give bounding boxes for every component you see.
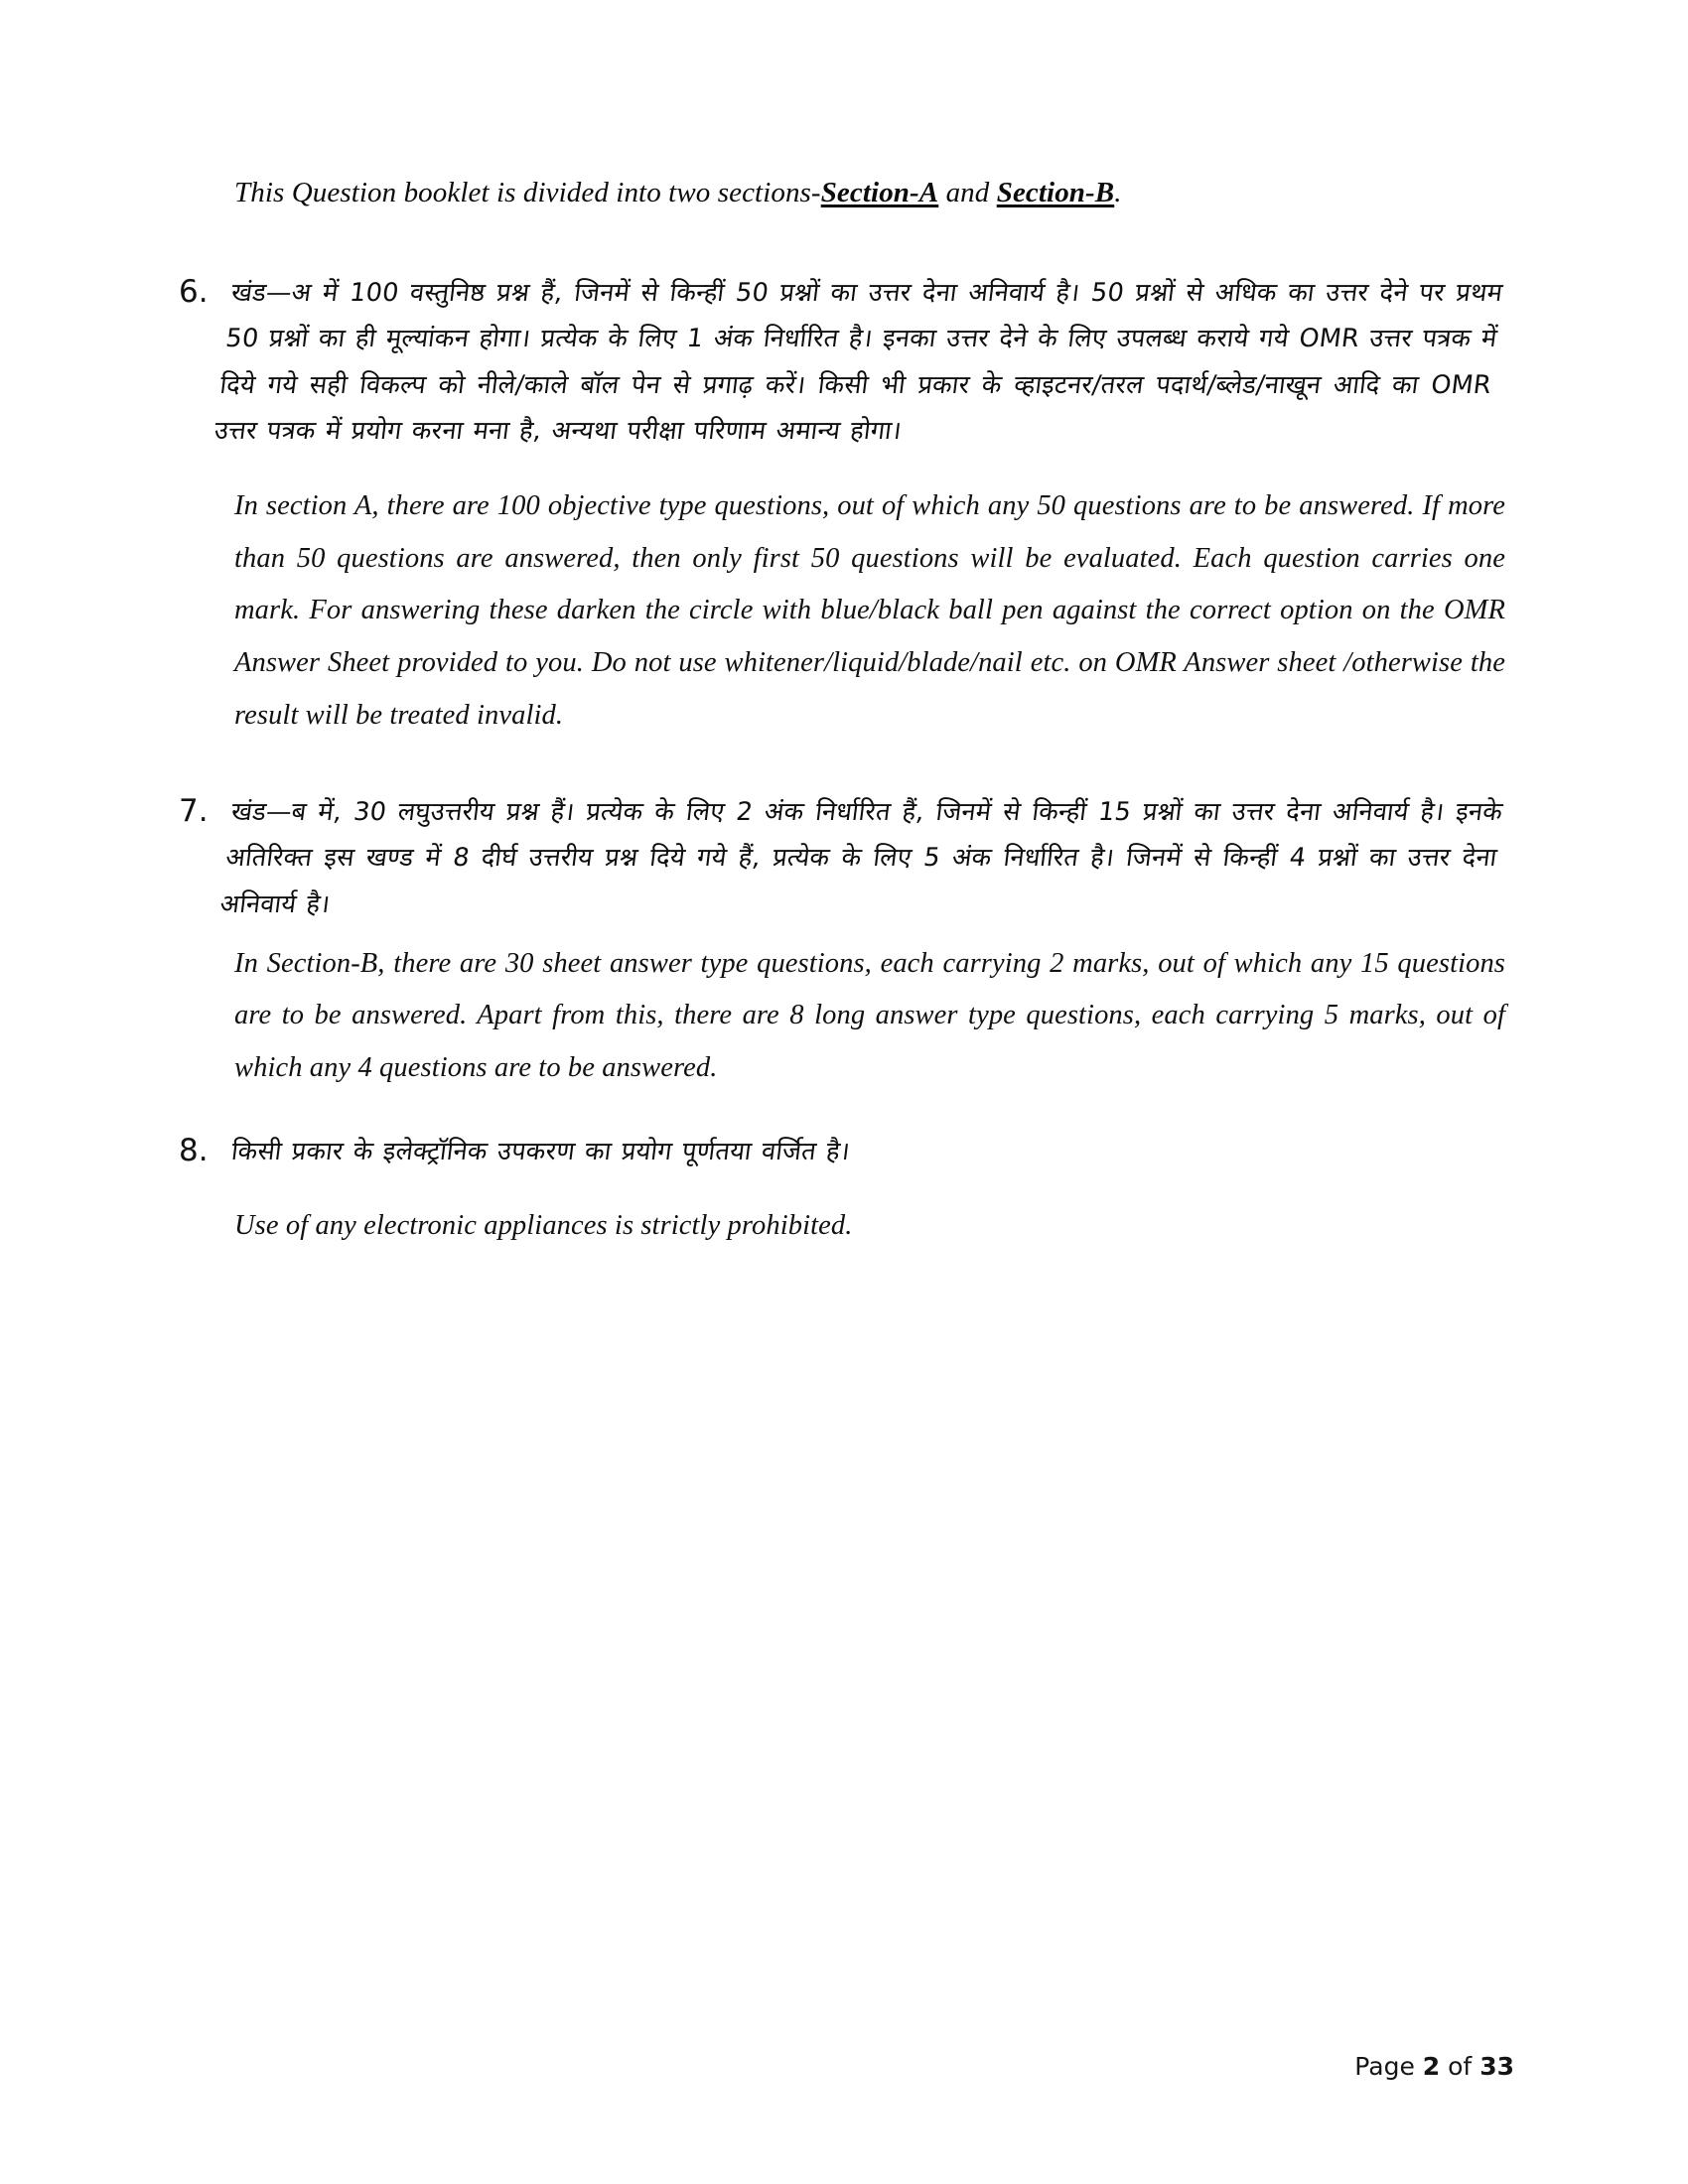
item-7-english-text: In Section-B, there are 30 sheet answer type questions, each carrying 2 marks, out of which any 15 questions are to be answered. Apart from this, there are 8 long answer type questions, each carrying 5 marks, out of which any 4 questions are to be answered. [234, 947, 1505, 1084]
footer-page-total: 33 [1479, 2052, 1514, 2081]
instruction-item-6 [179, 270, 1505, 742]
page-footer [1354, 2052, 1514, 2081]
section-b-label: Section-B [996, 177, 1115, 208]
item-body-8 [229, 1129, 1505, 1253]
intro-before: This Question booklet is divided into two sections- [234, 177, 821, 208]
item-number-7: 7. [179, 793, 209, 830]
item-7-hindi-text: खंड—ब में, 30 लघुउत्तरीय प्रश्न हैं। प्रत्येक के लिए 2 अंक निर्धारित हैं, जिनमें से किन्हीं 15 प्रश्नों का उत्तर देना अनिवार्य है। इनके अतिरिक्त इस खण्ड में 8 दीर्घ उत्तरीय प्रश्न दिये गये हैं, प्रत्येक के लिए 5 अंक निर्धारित है। जिनमें से किन्हीं 4 प्रश्नों का उत्तर देना अनिवार्य है। [217, 797, 1505, 920]
footer-page-word: Page [1354, 2052, 1415, 2081]
item-number-8: 8. [179, 1132, 209, 1168]
intro-line [234, 175, 1505, 210]
section-a-label: Section-A [820, 177, 939, 208]
intro-between: and [938, 177, 997, 208]
spacer [234, 775, 1505, 789]
item-number-6: 6. [179, 274, 209, 311]
item-8-english-text: Use of any electronic appliances is strictly prohibited. [234, 1210, 853, 1242]
instruction-item-7 [179, 789, 1505, 1094]
page-content [179, 175, 1505, 1287]
item-body-6 [212, 270, 1505, 742]
item-body-7 [217, 789, 1505, 1094]
item-8-hindi-text: किसी प्रकार के इलेक्ट्रॉनिक उपकरण का प्रयोग पूर्णतया वर्जित है। [229, 1136, 852, 1166]
item-6-hindi-text: खंड—अ में 100 वस्तुनिष्ठ प्रश्न हैं, जिनमें से किन्हीं 50 प्रश्नों का उत्तर देना अनिवार्य है। 50 प्रश्नों से अधिक का उत्तर देने पर प्रथम 50 प्रश्नों का ही मूल्यांकन होगा। प्रत्येक के लिए 1 अंक निर्धारित है। इनका उत्तर देने के लिए उपलब्ध कराये गये OMR उत्तर पत्रक में दिये गये सही विकल्प को नीले/काले बॉल पेन से प्रगाढ़ करें। किसी भी प्रकार के व्हाइटनर/तरल पदार्थ/ब्लेड/नाखून आदि का OMR उत्तर पत्रक में प्रयोग करना मना है, अन्यथा परीक्षा परिणाम अमान्य होगा। [212, 278, 1505, 447]
item-6-english-text: In section A, there are 100 objective type questions, out of which any 50 questions are to be answered. If more than 50 questions are answered, then only first 50 questions will be evaluated. Each question carries one mark. For answering these darken the circle with blue/black ball pen against the correct option on the OMR Answer Sheet provided to you. Do not use whitener/liquid/blade/nail etc. on OMR Answer sheet /otherwise the result will be treated invalid. [234, 489, 1505, 731]
footer-of-word: of [1448, 2052, 1473, 2081]
footer-page-number: 2 [1422, 2052, 1441, 2081]
intro-after: . [1114, 177, 1122, 208]
instruction-item-8 [179, 1129, 1505, 1253]
